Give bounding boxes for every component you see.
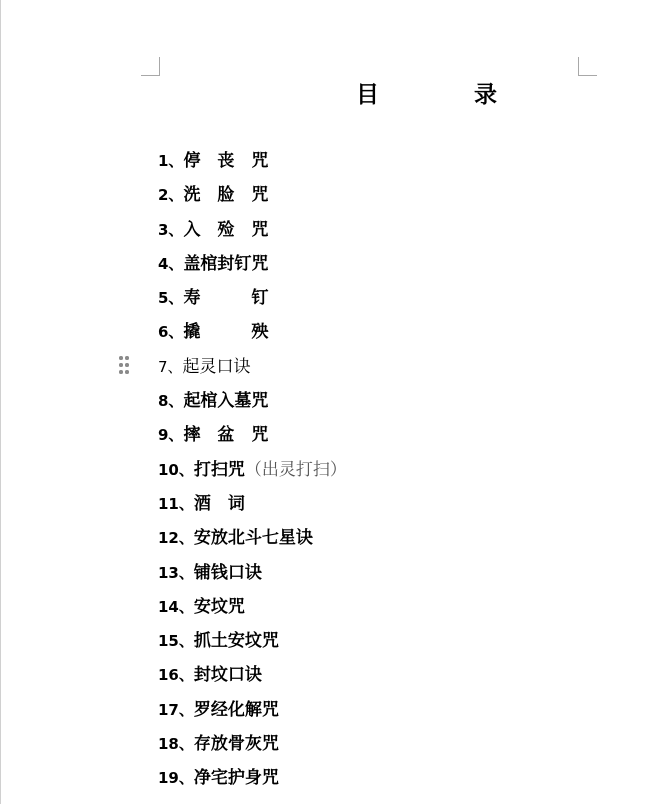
toc-text: 起棺入墓咒 xyxy=(183,391,269,412)
toc-item-14[interactable] xyxy=(158,592,347,626)
toc-number: 15、 xyxy=(158,632,194,651)
toc-text: 抓土安坟咒 xyxy=(193,631,279,652)
toc-item-4[interactable] xyxy=(158,249,347,283)
toc-text: 入 殓 咒 xyxy=(183,219,269,240)
page-edge xyxy=(0,0,1,804)
toc-text: 酒 词 xyxy=(193,493,245,514)
toc-number: 11、 xyxy=(158,494,194,513)
toc-text: 寿 钉 xyxy=(183,288,269,309)
toc-item-17[interactable] xyxy=(158,695,347,729)
toc-item-9[interactable] xyxy=(158,420,347,454)
toc-number: 4、 xyxy=(158,254,184,273)
toc-number: 9、 xyxy=(158,426,184,445)
toc-item-18[interactable] xyxy=(158,729,347,763)
toc-text: 安放北斗七星诀 xyxy=(193,528,313,549)
toc-item-15[interactable] xyxy=(158,626,347,660)
toc-item-3[interactable] xyxy=(158,215,347,249)
toc-number: 8、 xyxy=(158,392,184,411)
toc-item-12[interactable] xyxy=(158,523,347,557)
toc-item-19[interactable] xyxy=(158,763,347,797)
toc-number: 12、 xyxy=(158,529,194,548)
toc-note: （出灵打扫） xyxy=(244,459,347,480)
toc-number: 17、 xyxy=(158,700,194,719)
toc-text: 封坟口诀 xyxy=(193,665,262,686)
margin-corner-right xyxy=(578,57,597,76)
toc-item-5[interactable] xyxy=(158,283,347,317)
toc-number: 2、 xyxy=(158,186,184,205)
toc-item-8[interactable] xyxy=(158,386,347,420)
toc-item-13[interactable] xyxy=(158,558,347,592)
toc-number: 7、 xyxy=(158,357,183,376)
page-title: 目 录 xyxy=(356,81,533,108)
toc-number: 18、 xyxy=(158,735,194,754)
table-of-contents xyxy=(158,146,347,798)
toc-item-10[interactable] xyxy=(158,455,347,489)
toc-text: 盖棺封钉咒 xyxy=(183,253,269,274)
toc-item-11[interactable] xyxy=(158,489,347,523)
drag-handle-icon[interactable] xyxy=(118,356,130,376)
toc-number: 10、 xyxy=(158,460,194,479)
toc-number: 16、 xyxy=(158,666,194,685)
toc-text: 罗经化解咒 xyxy=(193,699,279,720)
toc-number: 3、 xyxy=(158,220,184,239)
toc-number: 13、 xyxy=(158,563,194,582)
toc-text: 铺钱口诀 xyxy=(193,562,262,583)
toc-text: 停 丧 咒 xyxy=(183,151,269,171)
toc-item-2[interactable] xyxy=(158,180,347,214)
toc-text: 摔 盆 咒 xyxy=(183,425,269,446)
margin-corner-left xyxy=(141,57,160,76)
toc-text: 存放骨灰咒 xyxy=(193,734,279,755)
toc-number: 14、 xyxy=(158,597,194,616)
toc-number: 5、 xyxy=(158,289,184,308)
toc-item-16[interactable] xyxy=(158,660,347,694)
toc-number: 6、 xyxy=(158,323,184,342)
toc-item-7[interactable] xyxy=(158,352,347,386)
toc-item-6[interactable] xyxy=(158,317,347,351)
toc-text: 洗 脸 咒 xyxy=(183,185,269,206)
toc-number: 19、 xyxy=(158,769,194,788)
toc-text: 撬 殃 xyxy=(183,322,269,343)
toc-text: 打扫咒 xyxy=(193,459,245,480)
toc-text: 安坟咒 xyxy=(193,596,245,617)
toc-number: 1、 xyxy=(158,152,184,170)
toc-text: 起灵口诀 xyxy=(182,356,251,377)
toc-item-1[interactable] xyxy=(158,146,347,180)
toc-text: 净宅护身咒 xyxy=(193,768,279,789)
